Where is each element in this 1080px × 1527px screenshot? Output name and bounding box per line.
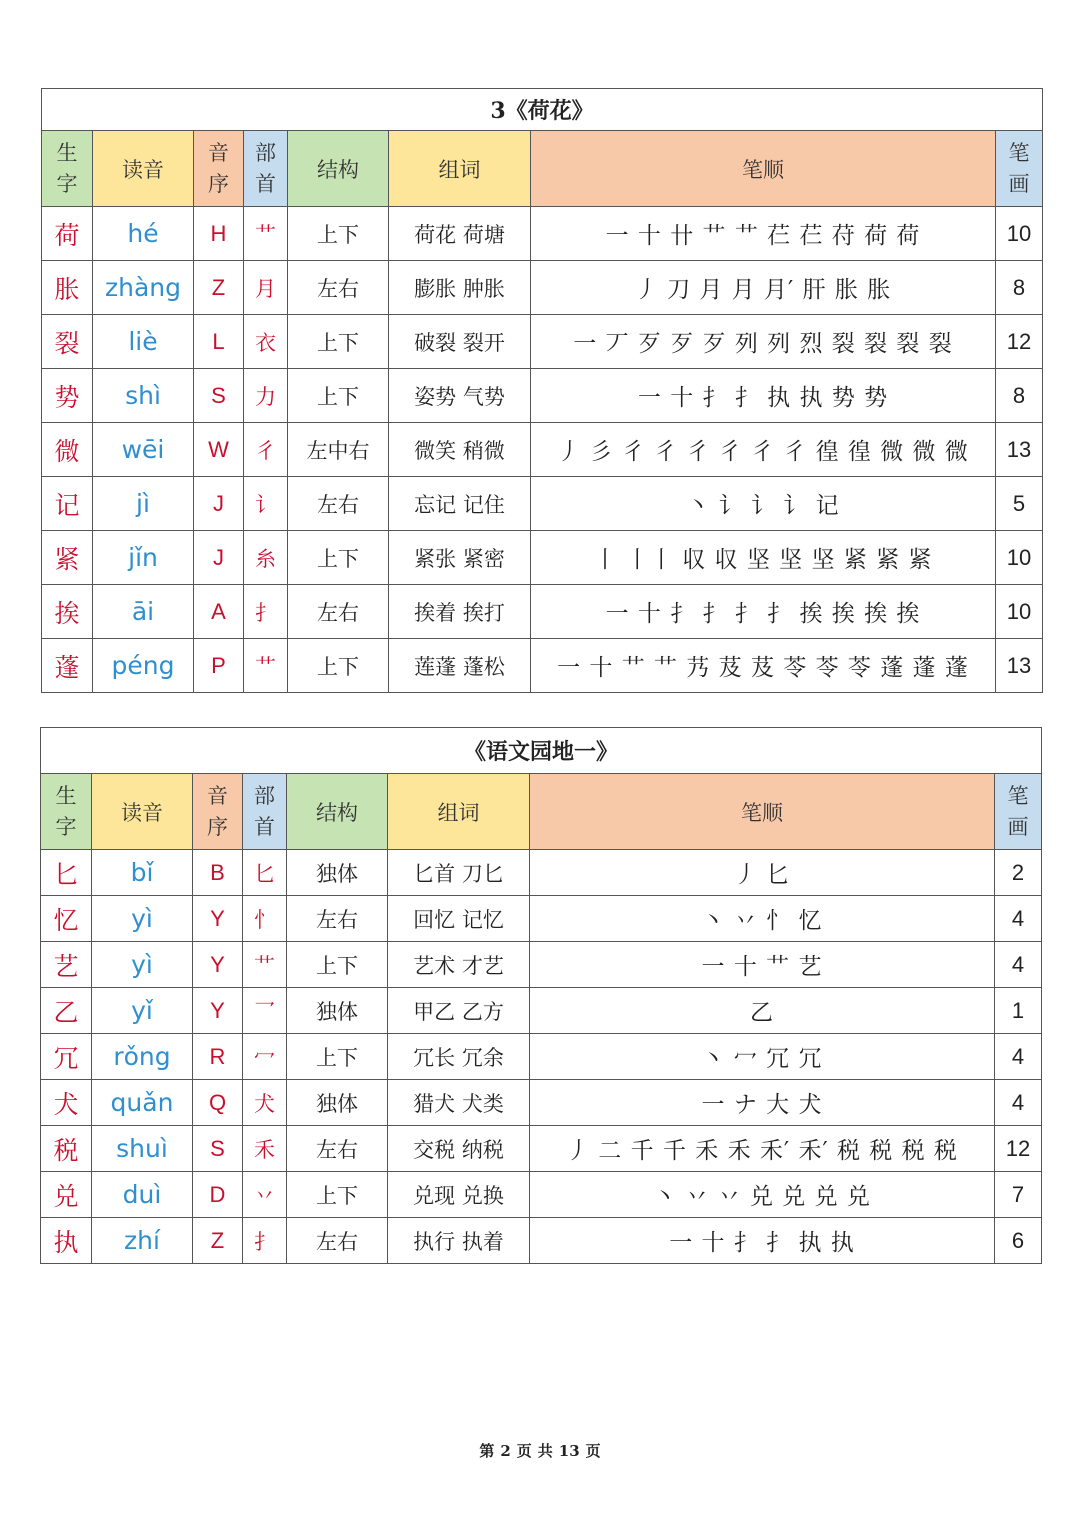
stroke-sequence: 丶 冖 冗 冗: [701, 1046, 823, 1072]
row-count: 5: [996, 477, 1043, 531]
header-structure: 结构: [287, 774, 388, 850]
row-count: 10: [996, 207, 1043, 261]
row-char: 税: [41, 1126, 92, 1172]
row-words: 微笑 稍微: [389, 423, 531, 477]
header-char: [41, 774, 92, 850]
row-count: 12: [996, 315, 1043, 369]
row-count: 6: [995, 1218, 1042, 1264]
header-words: 组词: [389, 131, 531, 207]
table-row: [41, 1080, 1042, 1126]
row-strokes: [530, 1126, 995, 1172]
row-count: 2: [995, 850, 1042, 896]
row-structure: 左右: [287, 896, 388, 942]
row-radical: 衣: [244, 315, 288, 369]
row-strokes: [531, 423, 996, 477]
row-words: 挨着 挨打: [389, 585, 531, 639]
row-strokes: [531, 639, 996, 693]
row-radical: 忄: [243, 896, 287, 942]
row-pinyin: yì: [92, 942, 193, 988]
row-count: 13: [996, 423, 1043, 477]
row-char: 匕: [41, 850, 92, 896]
footer-page-number: 2: [500, 1442, 511, 1460]
header-structure: 结构: [288, 131, 389, 207]
row-count: 10: [996, 585, 1043, 639]
header-char-top: 生: [56, 141, 78, 166]
char-table-2: [40, 727, 1042, 1264]
row-structure: 上下: [287, 1172, 388, 1218]
row-strokes: [531, 207, 996, 261]
row-char: 势: [42, 369, 93, 423]
header-radical-top: 部: [255, 141, 276, 166]
row-char: 荷: [42, 207, 93, 261]
row-char: 挨: [42, 585, 93, 639]
row-strokes: [531, 531, 996, 585]
row-strokes: [530, 850, 995, 896]
row-words: 执行 执着: [388, 1218, 530, 1264]
row-radical: 艹: [244, 639, 288, 693]
row-count: 1: [995, 988, 1042, 1034]
row-char: 裂: [42, 315, 93, 369]
header-count-bottom: 画: [1007, 814, 1029, 839]
table-1-body: [42, 89, 1043, 693]
row-index: P: [194, 639, 244, 693]
row-structure: 上下: [288, 207, 389, 261]
row-pinyin: hé: [93, 207, 194, 261]
row-pinyin: quǎn: [92, 1080, 193, 1126]
header-index: [193, 774, 243, 850]
header-index-top: 音: [207, 784, 228, 809]
table-row: [41, 1172, 1042, 1218]
table-2-body: [41, 728, 1042, 1264]
footer-prefix: 第: [479, 1442, 495, 1460]
row-radical: 彳: [244, 423, 288, 477]
row-pinyin: jǐn: [93, 531, 194, 585]
stroke-sequence: 丿 刀 月 月 月′ 肝 胀 胀: [634, 277, 892, 303]
row-radical: 糸: [244, 531, 288, 585]
row-pinyin: zhí: [92, 1218, 193, 1264]
row-radical: 月: [244, 261, 288, 315]
row-structure: 左中右: [288, 423, 389, 477]
header-index-bottom: 序: [208, 171, 229, 196]
row-index: S: [193, 1126, 243, 1172]
footer-middle-2: 共: [537, 1442, 553, 1460]
row-count: 7: [995, 1172, 1042, 1218]
table-row: [41, 942, 1042, 988]
row-words: 猎犬 犬类: [388, 1080, 530, 1126]
row-words: 姿势 气势: [389, 369, 531, 423]
table-row: [42, 315, 1043, 369]
header-char-top: 生: [55, 784, 77, 809]
header-index: [194, 131, 244, 207]
row-index: Z: [193, 1218, 243, 1264]
row-strokes: [531, 261, 996, 315]
row-strokes: [530, 942, 995, 988]
row-pinyin: shì: [93, 369, 194, 423]
row-char: 犬: [41, 1080, 92, 1126]
header-strokes: 笔顺: [530, 774, 995, 850]
row-strokes: [530, 1218, 995, 1264]
stroke-sequence: 一 十 艹 艹 艿 芨 芨 苓 苓 苓 蓬 蓬 蓬: [557, 655, 969, 681]
row-structure: 左右: [287, 1218, 388, 1264]
row-strokes: [531, 369, 996, 423]
row-structure: 上下: [288, 531, 389, 585]
stroke-sequence: 丶 讠 讠 讠 记: [686, 493, 840, 519]
row-index: W: [194, 423, 244, 477]
table-row: [42, 477, 1043, 531]
table-row: [41, 896, 1042, 942]
row-pinyin: wēi: [93, 423, 194, 477]
row-index: Y: [193, 896, 243, 942]
table-row: [42, 531, 1043, 585]
header-words: 组词: [388, 774, 530, 850]
stroke-sequence: 一 十 扌 扌 执 执 势 势: [637, 385, 889, 411]
header-pinyin: 读音: [93, 131, 194, 207]
row-radical: 讠: [244, 477, 288, 531]
row-char: 乙: [41, 988, 92, 1034]
row-pinyin: rǒng: [92, 1034, 193, 1080]
table-row: [41, 1126, 1042, 1172]
row-char: 兑: [41, 1172, 92, 1218]
char-table-1: [41, 88, 1043, 693]
row-radical: 丷: [243, 1172, 287, 1218]
row-strokes: [531, 315, 996, 369]
row-index: R: [193, 1034, 243, 1080]
row-char: 胀: [42, 261, 93, 315]
row-strokes: [530, 896, 995, 942]
row-char: 记: [42, 477, 93, 531]
row-pinyin: yǐ: [92, 988, 193, 1034]
stroke-sequence: 一 十 卄 艹 艹 芢 芢 苻 荷 荷: [605, 223, 921, 249]
row-radical: 匕: [243, 850, 287, 896]
stroke-sequence: 一 丆 歹 歹 歹 列 列 烈 裂 裂 裂 裂: [573, 331, 953, 357]
table-row: [42, 423, 1043, 477]
row-count: 4: [995, 896, 1042, 942]
row-structure: 上下: [288, 315, 389, 369]
row-radical: 力: [244, 369, 288, 423]
row-radical: 冖: [243, 1034, 287, 1080]
row-radical: 乛: [243, 988, 287, 1034]
row-count: 12: [995, 1126, 1042, 1172]
row-words: 交税 纳税: [388, 1126, 530, 1172]
table-row: [42, 207, 1043, 261]
row-pinyin: liè: [93, 315, 194, 369]
row-pinyin: zhàng: [93, 261, 194, 315]
row-words: 紧张 紧密: [389, 531, 531, 585]
row-index: Q: [193, 1080, 243, 1126]
row-strokes: [530, 1080, 995, 1126]
row-char: 紧: [42, 531, 93, 585]
row-index: H: [194, 207, 244, 261]
stroke-sequence: 一 十 扌 扌 执 执: [669, 1230, 855, 1256]
row-words: 莲蓬 蓬松: [389, 639, 531, 693]
row-structure: 左右: [287, 1126, 388, 1172]
header-radical-bottom: 首: [254, 814, 275, 839]
row-words: 冗长 冗余: [388, 1034, 530, 1080]
header-radical: [244, 131, 288, 207]
row-index: J: [194, 477, 244, 531]
row-char: 忆: [41, 896, 92, 942]
stroke-sequence: 丿 二 千 千 禾 禾 禾′ 禾′ 税 税 税 税: [566, 1138, 958, 1164]
row-count: 8: [996, 369, 1043, 423]
row-char: 艺: [41, 942, 92, 988]
table-row: [41, 988, 1042, 1034]
header-index-top: 音: [208, 141, 229, 166]
row-structure: 独体: [287, 988, 388, 1034]
table-row: [41, 1218, 1042, 1264]
header-char-bottom: 字: [55, 814, 77, 839]
row-words: 膨胀 肿胀: [389, 261, 531, 315]
row-pinyin: āi: [93, 585, 194, 639]
footer-total-pages: 13: [558, 1442, 580, 1460]
row-count: 4: [995, 942, 1042, 988]
row-pinyin: péng: [93, 639, 194, 693]
row-strokes: [530, 1172, 995, 1218]
stroke-sequence: 乙: [750, 1000, 774, 1026]
header-count: [996, 131, 1043, 207]
table-row: [41, 1034, 1042, 1080]
stroke-sequence: 丿 匕: [733, 862, 791, 888]
row-pinyin: shuì: [92, 1126, 193, 1172]
row-char: 执: [41, 1218, 92, 1264]
table-title: 3《荷花》: [42, 89, 1043, 131]
stroke-sequence: 丶 丷 忄 忆: [701, 908, 823, 934]
row-words: 破裂 裂开: [389, 315, 531, 369]
row-structure: 左右: [288, 585, 389, 639]
stroke-sequence: 一 十 扌 扌 扌 扌 挨 挨 挨 挨: [605, 601, 921, 627]
row-index: A: [194, 585, 244, 639]
row-words: 回忆 记忆: [388, 896, 530, 942]
row-radical: 禾: [243, 1126, 287, 1172]
header-count-bottom: 画: [1008, 171, 1030, 196]
header-index-bottom: 序: [207, 814, 228, 839]
header-radical-top: 部: [254, 784, 275, 809]
row-structure: 独体: [287, 850, 388, 896]
row-index: Y: [193, 988, 243, 1034]
row-strokes: [531, 477, 996, 531]
row-count: 4: [995, 1034, 1042, 1080]
row-index: B: [193, 850, 243, 896]
row-structure: 左右: [288, 477, 389, 531]
row-char: 冗: [41, 1034, 92, 1080]
row-index: S: [194, 369, 244, 423]
row-structure: 左右: [288, 261, 389, 315]
header-strokes: 笔顺: [531, 131, 996, 207]
table-row: [42, 585, 1043, 639]
row-index: L: [194, 315, 244, 369]
row-structure: 上下: [287, 1034, 388, 1080]
footer-suffix: 页: [585, 1442, 601, 1460]
row-pinyin: yì: [92, 896, 193, 942]
row-index: D: [193, 1172, 243, 1218]
header-row: [42, 131, 1043, 207]
row-pinyin: bǐ: [92, 850, 193, 896]
page-footer: [0, 1440, 1080, 1461]
row-words: 甲乙 乙方: [388, 988, 530, 1034]
row-words: 忘记 记住: [389, 477, 531, 531]
row-index: Z: [194, 261, 244, 315]
header-char: [42, 131, 93, 207]
table-row: [42, 369, 1043, 423]
row-count: 8: [996, 261, 1043, 315]
header-count: [995, 774, 1042, 850]
footer-middle-1: 页: [516, 1442, 532, 1460]
row-char: 蓬: [42, 639, 93, 693]
row-radical: 艹: [243, 942, 287, 988]
row-count: 10: [996, 531, 1043, 585]
row-index: Y: [193, 942, 243, 988]
row-strokes: [530, 1034, 995, 1080]
header-count-top: 笔: [1008, 141, 1030, 166]
table-row: [42, 261, 1043, 315]
row-radical: 犬: [243, 1080, 287, 1126]
row-count: 4: [995, 1080, 1042, 1126]
header-char-bottom: 字: [56, 171, 78, 196]
header-pinyin: 读音: [92, 774, 193, 850]
row-count: 13: [996, 639, 1043, 693]
row-strokes: [530, 988, 995, 1034]
stroke-sequence: 丿 彡 彳 彳 彳 彳 彳 彳 徨 徨 微 微 微: [557, 439, 969, 465]
stroke-sequence: 丶 丷 丷 兑 兑 兑 兑: [653, 1184, 871, 1210]
row-words: 匕首 刀匕: [388, 850, 530, 896]
row-char: 微: [42, 423, 93, 477]
row-structure: 上下: [288, 639, 389, 693]
row-structure: 上下: [287, 942, 388, 988]
row-structure: 独体: [287, 1080, 388, 1126]
stroke-sequence: 一 十 艹 艺: [701, 954, 823, 980]
row-words: 艺术 才艺: [388, 942, 530, 988]
row-words: 荷花 荷塘: [389, 207, 531, 261]
row-index: J: [194, 531, 244, 585]
row-pinyin: jì: [93, 477, 194, 531]
header-radical-bottom: 首: [255, 171, 276, 196]
row-structure: 上下: [288, 369, 389, 423]
row-radical: 扌: [243, 1218, 287, 1264]
stroke-sequence: 丨 丨丨 収 収 坚 坚 坚 紧 紧 紧: [593, 547, 933, 573]
row-words: 兑现 兑换: [388, 1172, 530, 1218]
header-count-top: 笔: [1007, 784, 1029, 809]
row-radical: 扌: [244, 585, 288, 639]
table-row: [42, 639, 1043, 693]
stroke-sequence: 一 ナ 大 犬: [701, 1092, 823, 1118]
table-title: 《语文园地一》: [41, 728, 1042, 774]
row-radical: 艹: [244, 207, 288, 261]
table-row: [41, 850, 1042, 896]
row-strokes: [531, 585, 996, 639]
row-pinyin: duì: [92, 1172, 193, 1218]
header-radical: [243, 774, 287, 850]
header-row: [41, 774, 1042, 850]
